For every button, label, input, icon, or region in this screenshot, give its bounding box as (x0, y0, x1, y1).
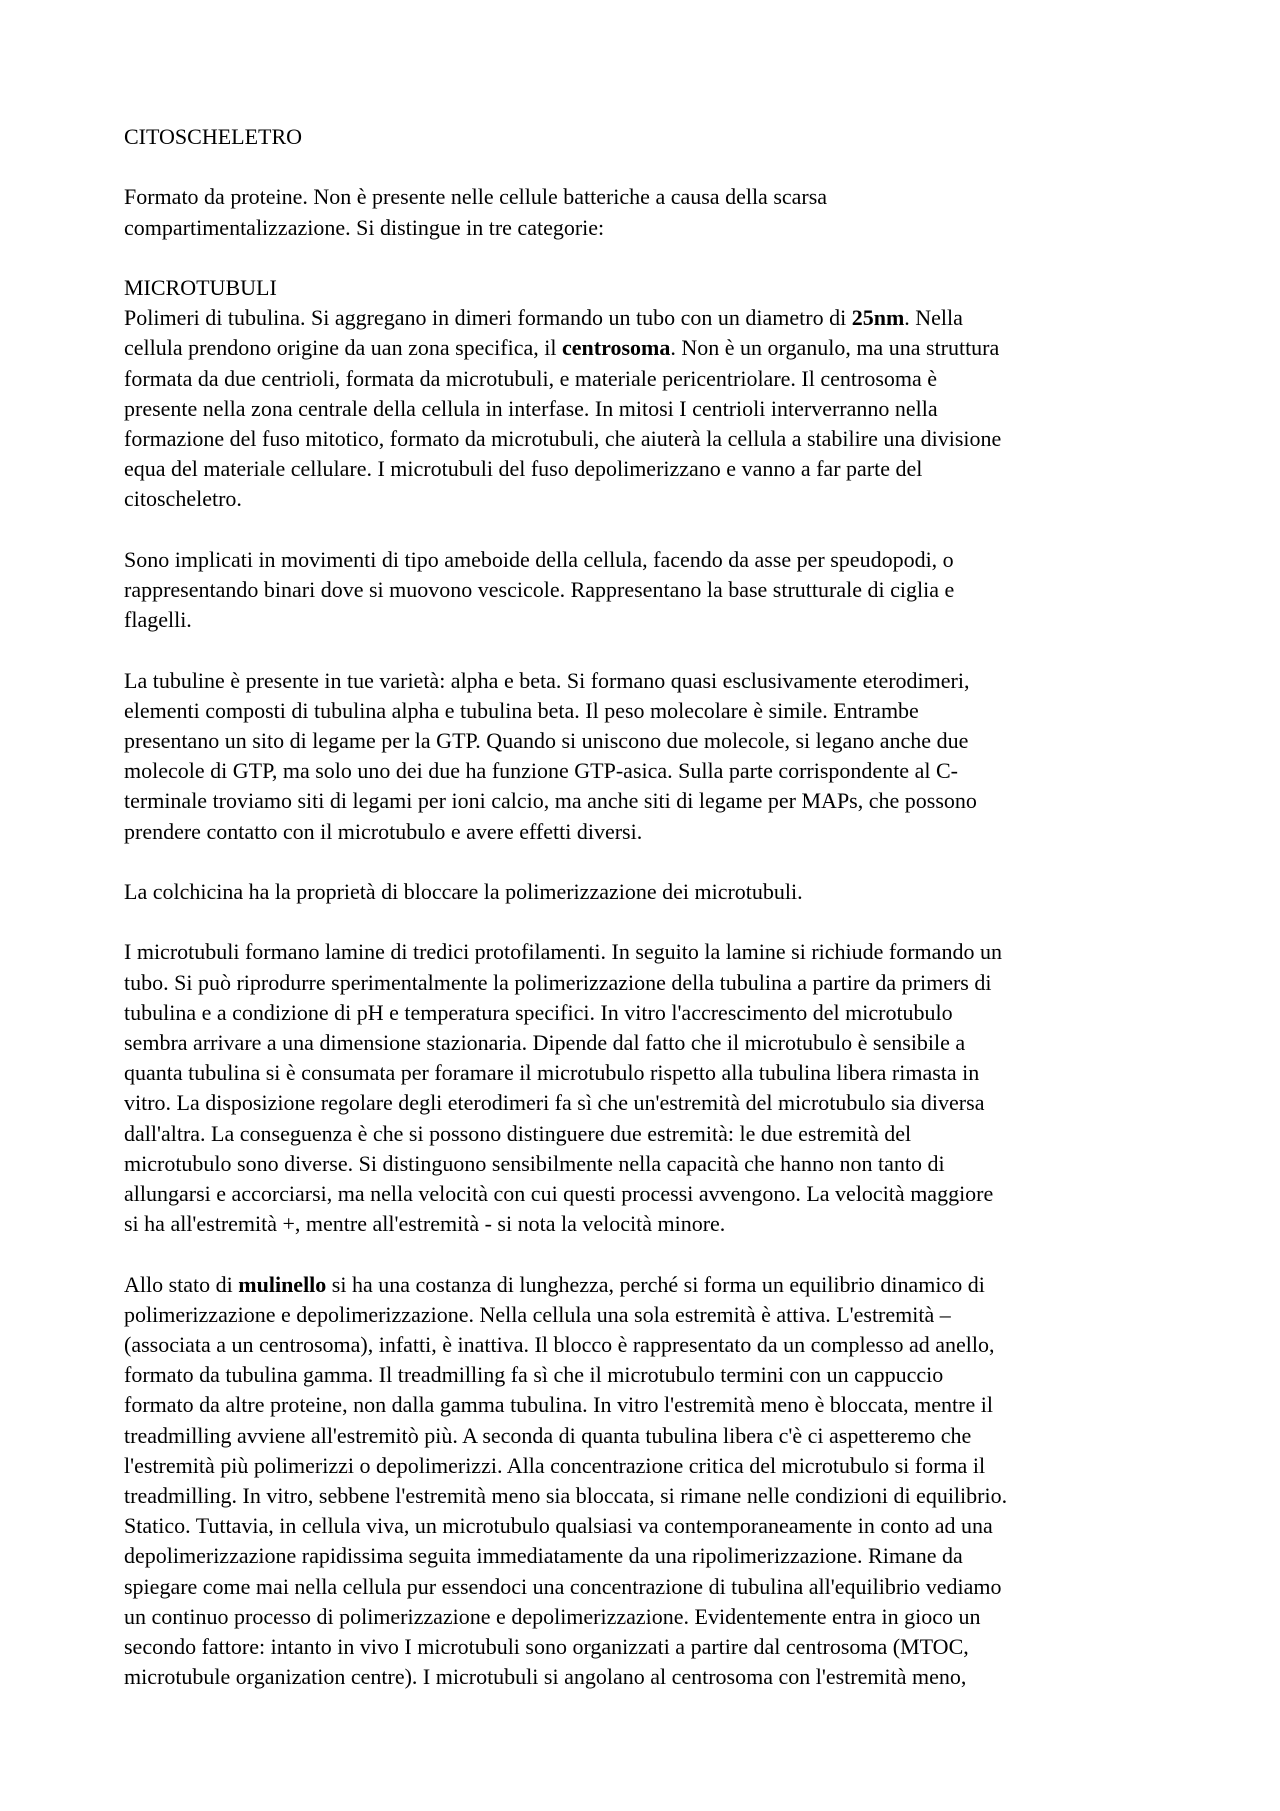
colchicine-paragraph (124, 877, 1184, 907)
text-line: tubo. Si può riprodurre sperimentalmente la polimerizzazione della tubulina a partire da primers di (124, 969, 992, 995)
text-line: spiegare come mai nella cellula pur essendoci una concentrazione di tubulina all'equilibrio vediamo (124, 1573, 1002, 1599)
text-line: elementi composti di tubulina alpha e tubulina beta. Il peso molecolare è simile. Entrambe (124, 697, 919, 723)
text-line: Statico. Tuttavia, in cellula viva, un microtubulo qualsiasi va contemporaneamente in conto ad una (124, 1513, 993, 1539)
document-page (124, 122, 1184, 1692)
text-line: si ha all'estremità +, mentre all'estremità - si nota la velocità minore. (124, 1211, 726, 1237)
text-line: molecole di GTP, ma solo uno dei due ha funzione GTP-asica. Sulla parte corrispondente al C- (124, 758, 958, 784)
intro-paragraph (124, 182, 1184, 242)
text-line: depolimerizzazione rapidissima seguita immediatamente da una ripolimerizzazione. Rimane da (124, 1543, 963, 1569)
page-title: CITOSCHELETRO (124, 124, 303, 149)
text-line: flagelli. (124, 607, 192, 633)
text-line: prendere contatto con il microtubulo e avere effetti diversi. (124, 818, 643, 844)
text-line: formata da due centrioli, formata da microtubuli, e materiale pericentriolare. Il centrosoma è (124, 365, 938, 391)
text-line: formato da tubulina gamma. Il treadmilling fa sì che il microtubulo termini con un cappuccio (124, 1362, 944, 1388)
text-line: l'estremità più polimerizzi o depolimerizzi. Alla concentrazione critica del microtubulo si forma il (124, 1452, 986, 1478)
text-line: (associata a un centrosoma), infatti, è inattiva. Il blocco è rappresentato da un complesso ad anello, (124, 1332, 995, 1358)
text-span: . Non è un organulo, ma una struttura (670, 335, 1000, 361)
text-line: un continuo processo di polimerizzazione e depolimerizzazione. Evidentemente entra in gioco un (124, 1603, 981, 1629)
text-line: microtubule organization centre). I microtubuli si angolano al centrosoma con l'estremità meno, (124, 1664, 967, 1690)
text-line (124, 333, 1184, 363)
text-line: I microtubuli formano lamine di tredici protofilamenti. In seguito la lamine si richiude formando un (124, 939, 1002, 965)
text-line: vitro. La disposizione regolare degli eterodimeri fa sì che un'estremità del microtubulo sia diversa (124, 1090, 985, 1116)
text-line: microtubulo sono diverse. Si distinguono sensibilmente nella capacità che hanno non tanto di (124, 1150, 945, 1176)
text-line: formato da altre proteine, non dalla gamma tubulina. In vitro l'estremità meno è bloccata, mentre il (124, 1392, 993, 1418)
text-line: dall'altra. La conseguenza è che si possono distinguere due estremità: le due estremità del (124, 1120, 912, 1146)
text-line: equa del materiale cellulare. I microtubuli del fuso depolimerizzano e vanno a far parte del (124, 456, 923, 482)
text-line: presentano un sito di legame per la GTP. Quando si uniscono due molecole, si legano anche due (124, 728, 969, 753)
text-line: treadmilling. In vitro, sebbene l'estremità meno sia bloccata, si rimane nelle condizioni di equilibrio. (124, 1483, 1008, 1509)
protofilament-paragraph (124, 937, 1184, 1239)
bold-term-mulinello: mulinello (238, 1271, 327, 1297)
paragraph-gap (124, 847, 1184, 877)
paragraph-gap (124, 1239, 1184, 1269)
text-span: Allo stato di (124, 1271, 239, 1297)
text-line (124, 1270, 1184, 1300)
text-line: citoscheletro. (124, 486, 242, 512)
text-line: secondo fattore: intanto in vivo I microtubuli sono organizzati a partire dal centrosoma (MTOC, (124, 1634, 969, 1660)
paragraph-gap (124, 635, 1184, 665)
paragraph-gap (124, 152, 1184, 182)
text-line: compartimentalizzazione. Si distingue in tre categorie: (124, 214, 605, 240)
text-line: rappresentando binari dove si muovono vescicole. Rappresentano la base strutturale di ciglia e (124, 577, 955, 602)
section-heading: MICROTUBULI (124, 274, 277, 300)
text-line: polimerizzazione e depolimerizzazione. Nella cellula una sola estremità è attiva. L'estremità – (124, 1301, 951, 1327)
paragraph-gap (124, 243, 1184, 273)
tubulin-paragraph (124, 666, 1184, 847)
text-span: si ha una costanza di lunghezza, perché si forma un equilibrio dinamico di (326, 1271, 985, 1297)
text-line: treadmilling avviene all'estremitò più. A seconda di quanta tubulina libera c'è ci aspetteremo che (124, 1422, 972, 1448)
text-line (124, 303, 1184, 333)
text-span: cellula prendono origine da uan zona specifica, il (124, 335, 562, 361)
text-line: sembra arrivare a una dimensione stazionaria. Dipende dal fatto che il microtubulo è sensibile a (124, 1030, 966, 1055)
movement-paragraph (124, 545, 1184, 636)
text-line: Sono implicati in movimenti di tipo ameboide della cellula, facendo da asse per speudopodi, o (124, 546, 954, 572)
text-line: presente nella zona centrale della cellula in interfase. In mitosi I centrioli interverranno nella (124, 395, 938, 421)
paragraph-gap (124, 515, 1184, 545)
text-span: Polimeri di tubulina. Si aggregano in dimeri formando un tubo con un diametro di (124, 305, 852, 331)
text-line: La tubuline è presente in tue varietà: alpha e beta. Si formano quasi esclusivamente eterodimeri, (124, 667, 970, 693)
text-line: formazione del fuso mitotico, formato da microtubuli, che aiuterà la cellula a stabilire una divisione (124, 426, 1002, 451)
paragraph-gap (124, 907, 1184, 937)
text-line: quanta tubulina si è consumata per foramare il microtubulo rispetto alla tubulina libera rimasta in (124, 1060, 980, 1086)
text-line: allungarsi e accorciarsi, ma nella velocità con cui questi processi avvengono. La velocità maggiore (124, 1181, 994, 1207)
text-line: terminale troviamo siti di legami per ioni calcio, ma anche siti di legame per MAPs, che possono (124, 788, 977, 814)
text-line: La colchicina ha la proprietà di bloccare la polimerizzazione dei microtubuli. (124, 879, 803, 904)
bold-term-centrosoma: centrosoma (562, 335, 671, 361)
text-line: Formato da proteine. Non è presente nelle cellule batteriche a causa della scarsa (124, 184, 828, 210)
text-line: tubulina e a condizione di pH e temperatura specifici. In vitro l'accrescimento del microtubulo (124, 999, 953, 1025)
text-span: . Nella (904, 305, 963, 331)
treadmilling-paragraph (124, 1270, 1184, 1693)
bold-term-25nm: 25nm (851, 305, 905, 331)
microtubuli-paragraph (124, 303, 1184, 514)
